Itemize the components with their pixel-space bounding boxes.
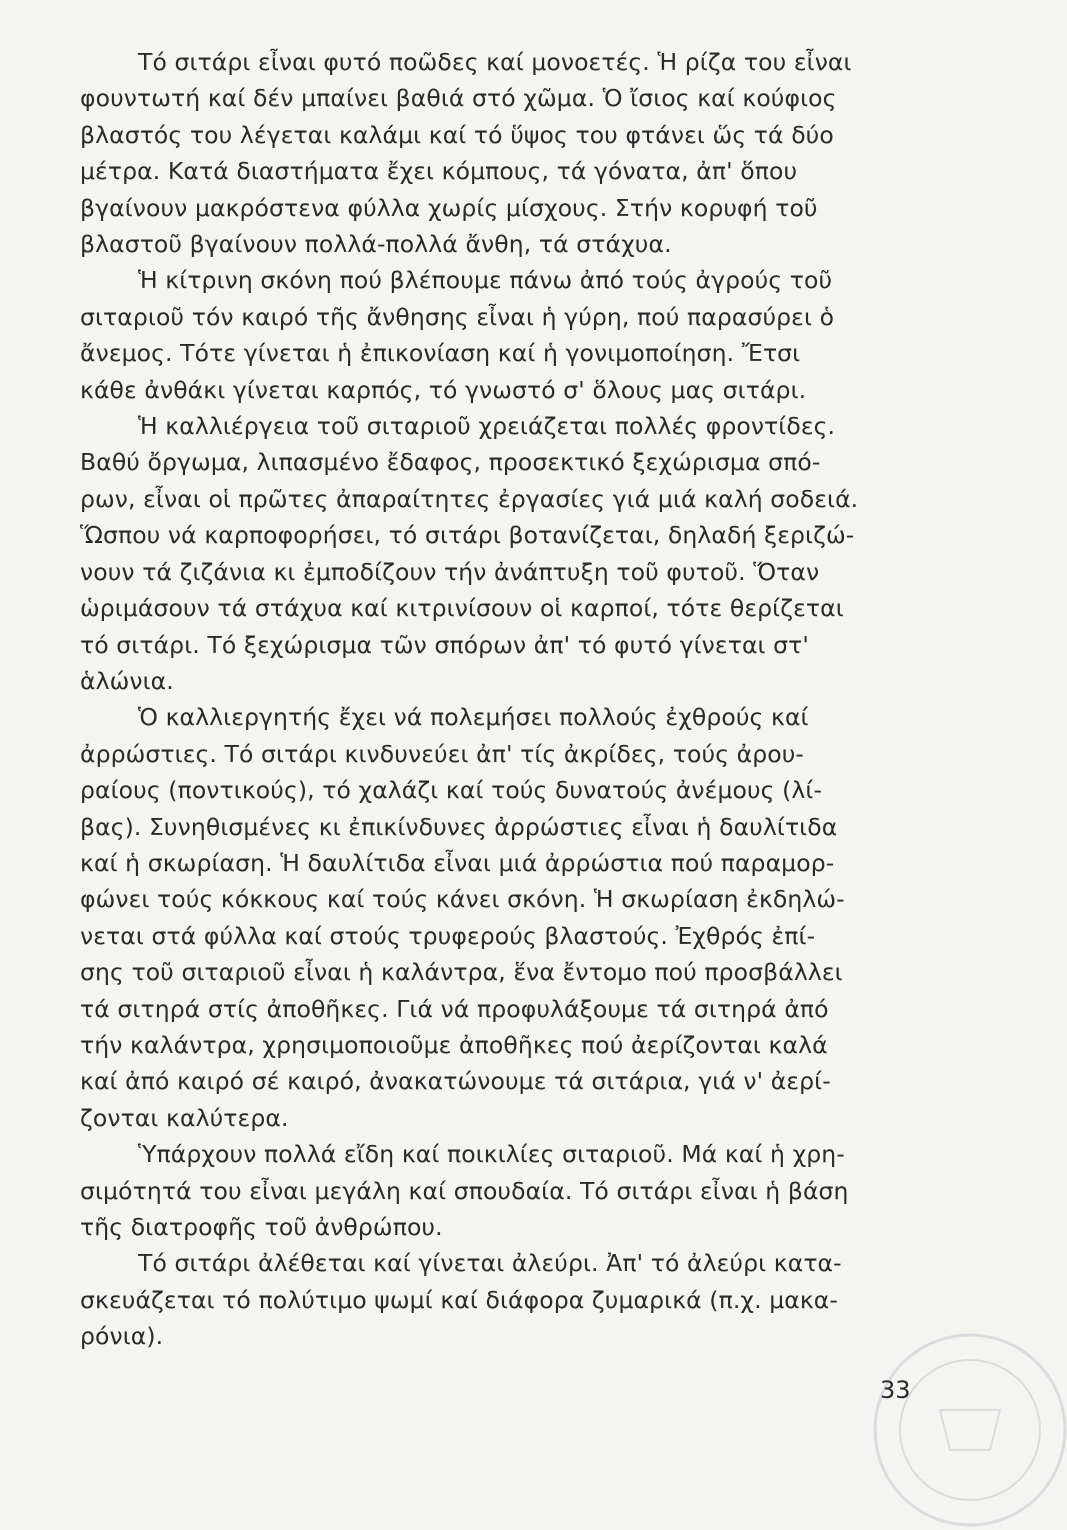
paragraph-3: [80, 408, 928, 699]
text-line: ἄνεμος. Τότε γίνεται ἡ ἐπικονίαση καί ἡ γονιμοποίηση. Ἔτσι: [80, 339, 801, 368]
text-line: σιταριοῦ τόν καιρό τῆς ἄνθησης εἶναι ἡ γύρη, πού παρασύρει ὁ: [80, 302, 835, 331]
text-line: τά σιτηρά στίς ἀποθῆκες. Γιά νά προφυλάξουμε τά σιτηρά ἀπό: [80, 994, 829, 1023]
text-line: καί ἀπό καιρό σέ καιρό, ἀνακατώνουμε τά σιτάρια, γιά ν' ἀερί-: [80, 1067, 831, 1096]
text-line: βλαστοῦ βγαίνουν πολλά-πολλά ἄνθη, τά στάχυα.: [80, 230, 672, 259]
text-line: βας). Συνηθισμένες κι ἐπικίνδυνες ἀρρώστιες εἶναι ἡ δαυλίτιδα: [80, 812, 838, 841]
body-text: [80, 44, 928, 1355]
text-line: ἁλώνια.: [80, 666, 174, 695]
text-line: φώνει τούς κόκκους καί τούς κάνει σκόνη. Ἡ σκωρίαση ἐκδηλώ-: [80, 885, 845, 914]
text-line: τό σιτάρι. Τό ξεχώρισμα τῶν σπόρων ἀπ' τό φυτό γίνεται στ': [80, 630, 809, 659]
text-line: σης τοῦ σιταριοῦ εἶναι ἡ καλάντρα, ἕνα ἔντομο πού προσβάλλει: [80, 958, 843, 987]
text-line: Ὑπάρχουν πολλά εἴδη καί ποικιλίες σιταριοῦ. Μά καί ἡ χρη-: [138, 1140, 845, 1169]
text-line: ζονται καλύτερα.: [80, 1103, 289, 1132]
text-line: καί ἡ σκωρίαση. Ἡ δαυλίτιδα εἶναι μιά ἀρρώστια πού παραμορ-: [80, 848, 835, 877]
text-line: ραίους (ποντικούς), τό χαλάζι καί τούς δυνατούς ἀνέμους (λί-: [80, 776, 823, 805]
text-line: ἀρρώστιες. Τό σιτάρι κινδυνεύει ἀπ' τίς ἀκρίδες, τούς ἀρου-: [80, 739, 805, 768]
paragraph-1: [80, 44, 928, 262]
text-line: νουν τά ζιζάνια κι ἐμποδίζουν τήν ἀνάπτυξη τοῦ φυτοῦ. Ὅταν: [80, 557, 820, 586]
paragraph-5: [80, 1136, 928, 1245]
text-line: ρόνια).: [80, 1322, 164, 1351]
text-line: σκευάζεται τό πολύτιμο ψωμί καί διάφορα ζυμαρικά (π.χ. μακα-: [80, 1285, 838, 1314]
text-line: βγαίνουν μακρόστενα φύλλα χωρίς μίσχους. Στήν κορυφή τοῦ: [80, 193, 818, 222]
text-line: βλαστός του λέγεται καλάμι καί τό ὕψος του φτάνει ὥς τά δύο: [80, 120, 834, 149]
text-line: Ὁ καλλιεργητής ἔχει νά πολεμήσει πολλούς ἐχθρούς καί: [138, 703, 809, 732]
paragraph-4: [80, 699, 928, 1136]
text-line: Τό σιτάρι ἀλέθεται καί γίνεται ἀλεύρι. Ἀπ' τό ἀλεύρι κατα-: [138, 1249, 842, 1278]
text-line: νεται στά φύλλα καί στούς τρυφερούς βλαστούς. Ἐχθρός ἐπί-: [80, 921, 816, 950]
text-line: φουντωτή καί δέν μπαίνει βαθιά στό χῶμα. Ὁ ἴσιος καί κούφιος: [80, 84, 837, 113]
text-line: τήν καλάντρα, χρησιμοποιοῦμε ἀποθῆκες πού ἀερίζονται καλά: [80, 1030, 828, 1059]
page-number: 33: [880, 1376, 911, 1404]
paragraph-6: [80, 1245, 928, 1354]
text-line: κάθε ἀνθάκι γίνεται καρπός, τό γνωστό σ' ὅλους μας σιτάρι.: [80, 375, 807, 404]
text-line: ρων, εἶναι οἱ πρῶτες ἀπαραίτητες ἐργασίες γιά μιά καλή σοδειά.: [80, 484, 859, 513]
text-line: τῆς διατροφῆς τοῦ ἀνθρώπου.: [80, 1213, 443, 1241]
text-line: ὡριμάσουν τά στάχυα καί κιτρινίσουν οἱ καρποί, τότε θερίζεται: [80, 594, 844, 623]
text-line: Ἡ κίτρινη σκόνη πού βλέπουμε πάνω ἀπό τούς ἀγρούς τοῦ: [138, 266, 833, 295]
paragraph-2: [80, 262, 928, 408]
text-line: μέτρα. Κατά διαστήματα ἔχει κόμπους, τά γόνατα, ἀπ' ὅπου: [80, 157, 798, 186]
text-line: Ὥσπου νά καρποφορήσει, τό σιτάρι βοτανίζεται, δηλαδή ξεριζώ-: [80, 521, 855, 550]
text-line: σιμότητά του εἶναι μεγάλη καί σπουδαία. Τό σιτάρι εἶναι ἡ βάση: [80, 1176, 849, 1205]
text-line: Τό σιτάρι εἶναι φυτό ποῶδες καί μονοετές. Ἡ ρίζα του εἶναι: [138, 48, 852, 76]
text-line: Ἡ καλλιέργεια τοῦ σιταριοῦ χρειάζεται πολλές φροντίδες.: [138, 412, 836, 441]
text-line: Βαθύ ὄργωμα, λιπασμένο ἔδαφος, προσεκτικό ξεχώρισμα σπό-: [80, 448, 821, 477]
